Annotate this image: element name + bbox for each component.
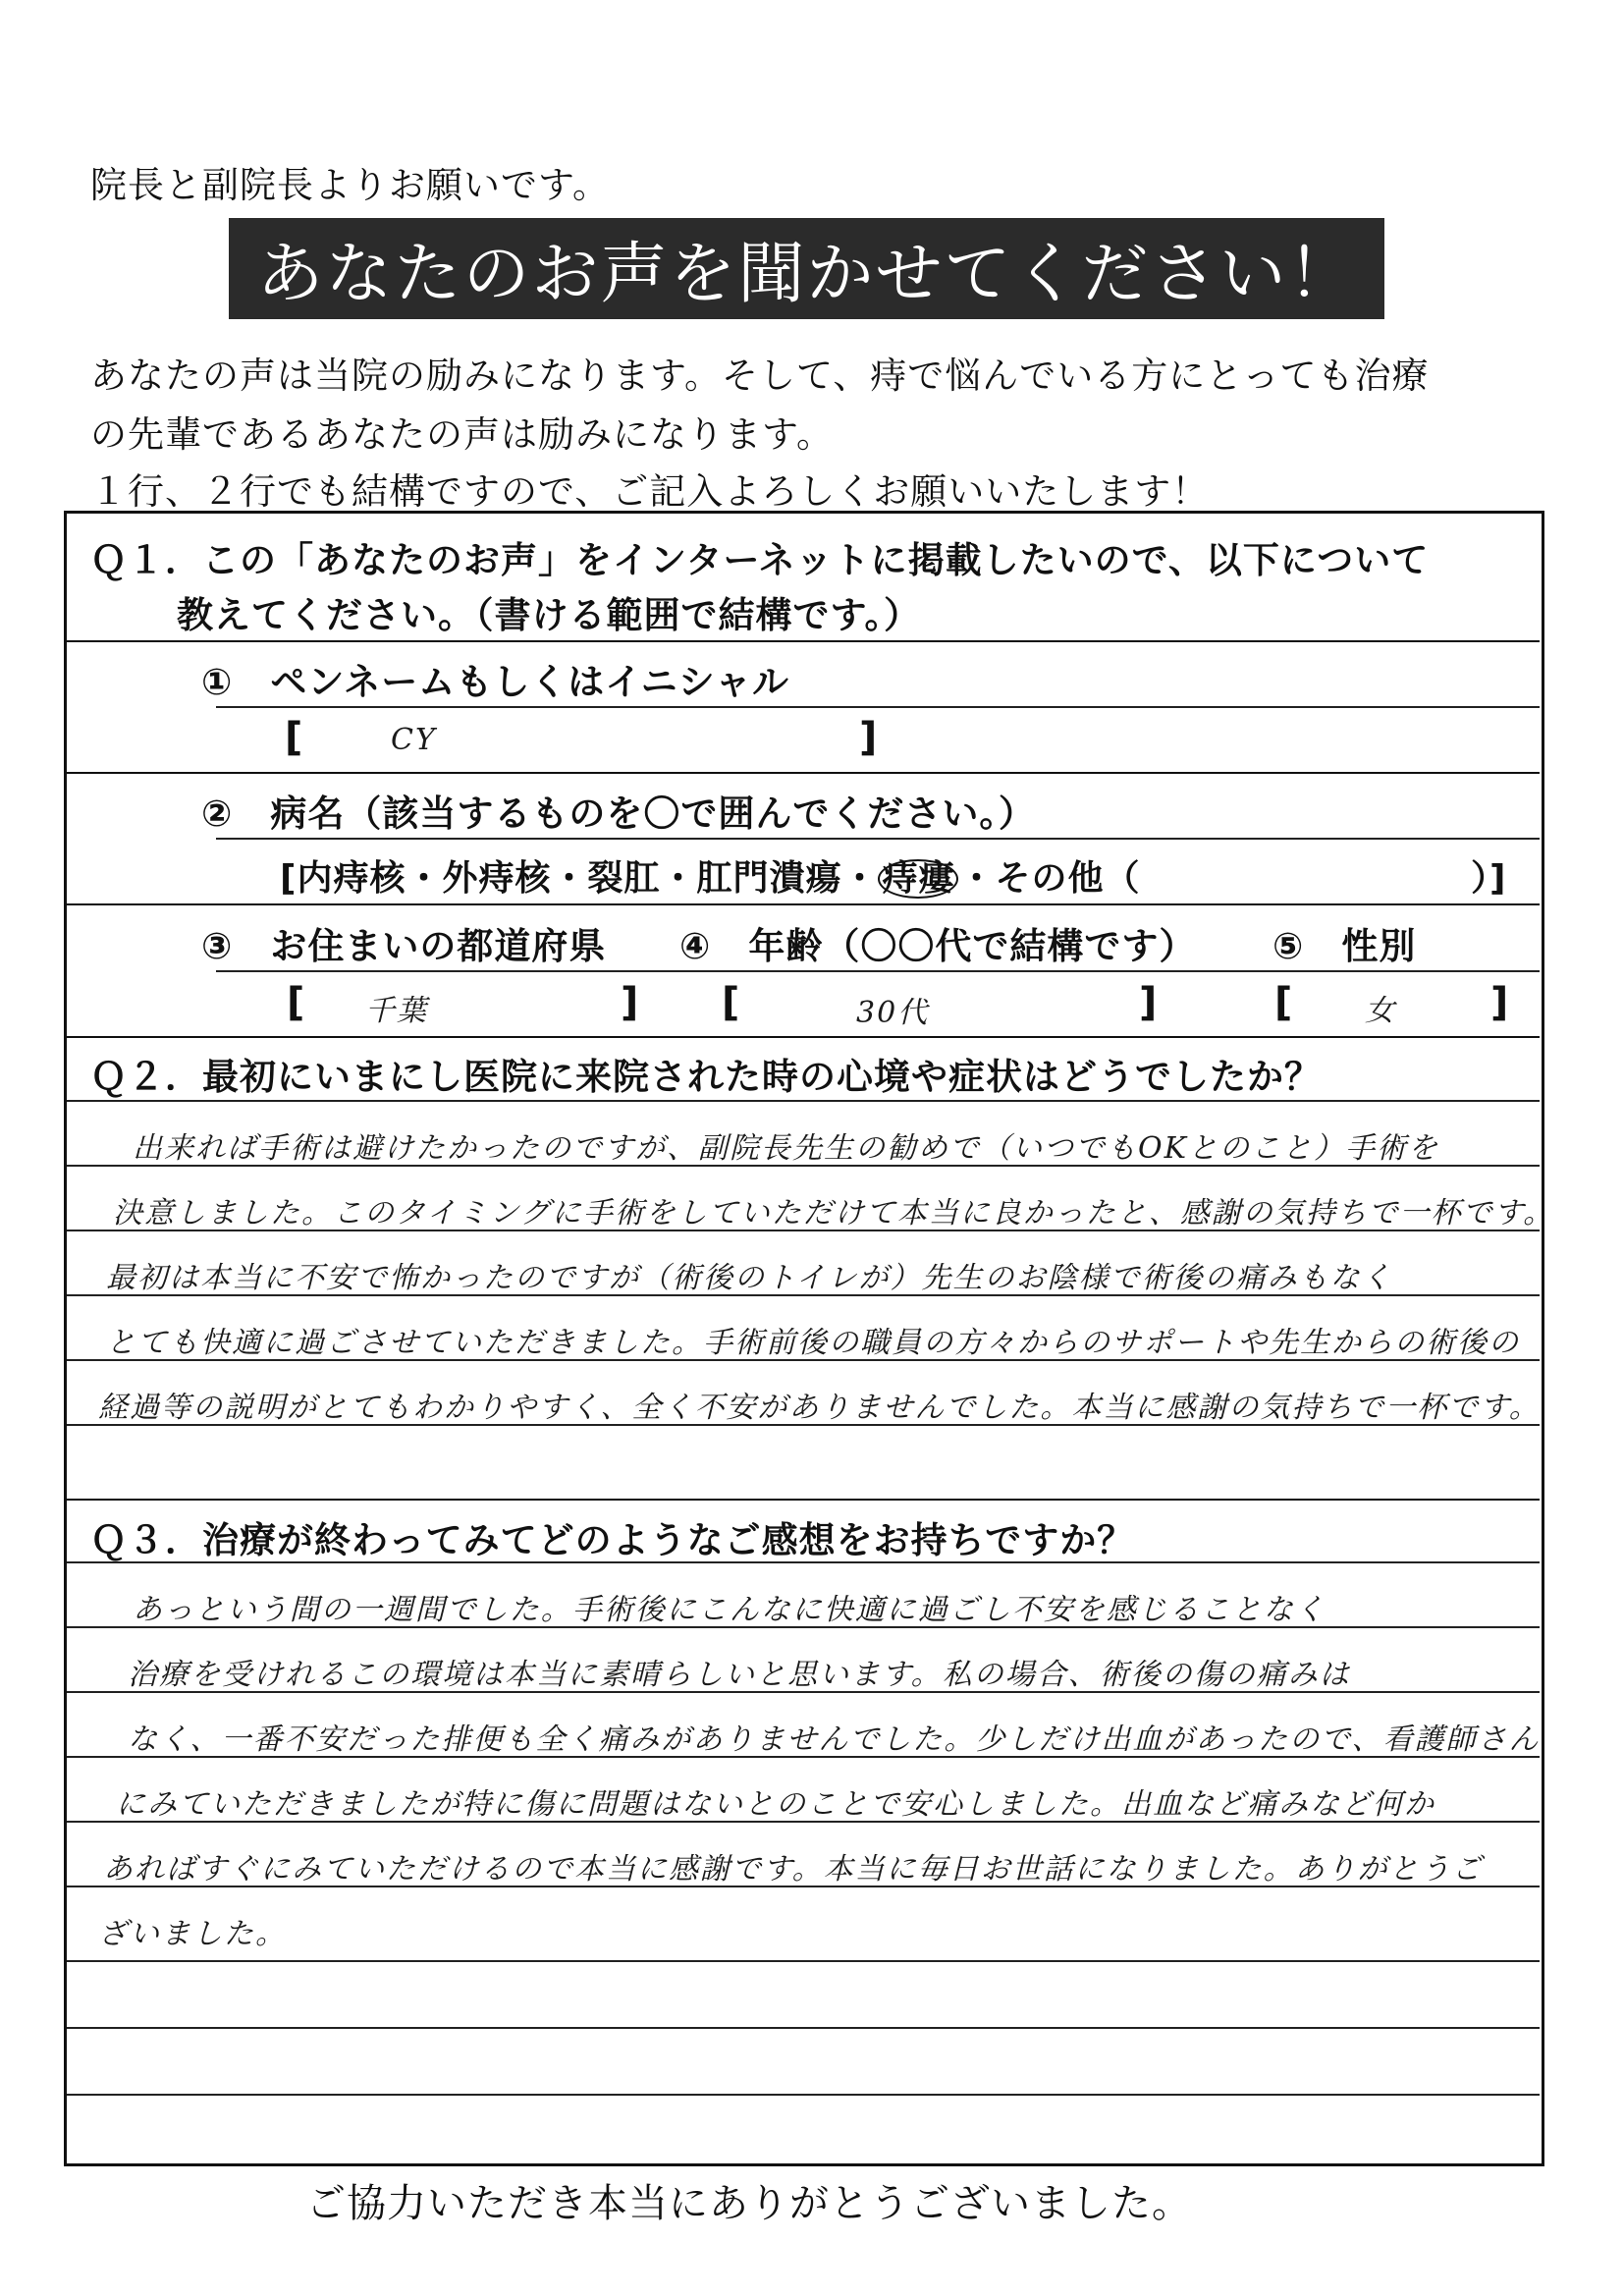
q1-prefecture-answer[interactable]: 千葉 xyxy=(365,994,428,1028)
q1-disease-label: ② 病名（該当するものを〇で囲んでください。） xyxy=(201,793,1036,835)
divider xyxy=(216,970,1540,972)
q1-age-label: ④ 年齢（〇〇代で結構です） xyxy=(679,925,1197,967)
q2-answer-line-1[interactable]: 出来れば手術は避けたかったのですが、副院長先生の勧めで（いつでもOKとのこと）手術を xyxy=(133,1131,1440,1166)
divider xyxy=(67,772,1540,774)
q1-penname-close-bracket: ] xyxy=(859,715,878,760)
q1-disease-options-suffix: ・その他（ xyxy=(958,858,1141,899)
divider xyxy=(67,640,1540,642)
q1-prefecture-label: ③ お住まいの都道府県 xyxy=(201,925,607,967)
q1-age-open-bracket: [ xyxy=(722,980,740,1025)
banner-title: あなたのお声を聞かせてください！ xyxy=(256,236,1357,313)
divider xyxy=(216,838,1540,840)
q3-answer-line-2[interactable]: 治療を受けれるこの環境は本当に素晴らしいと思います。私の場合、術後の傷の痛みは xyxy=(128,1658,1351,1692)
q1-sex-close-bracket: ] xyxy=(1490,980,1509,1025)
divider xyxy=(67,2094,1540,2096)
q1-disease-options xyxy=(280,850,1141,901)
divider xyxy=(67,1036,1540,1038)
q2-answer-line-5[interactable]: 経過等の説明がとてもわかりやすく、全く不安がありませんでした。本当に感謝の気持ちで一杯です。 xyxy=(98,1391,1541,1425)
q2-question: Ｑ２．最初にいまにし医院に来院された時の心境や症状はどうでしたか？ xyxy=(90,1056,1322,1098)
q1-age-close-bracket: ] xyxy=(1139,980,1158,1025)
q1-disease-options-prefix: [内痔核・外痔核・裂肛・肛門潰瘍・ xyxy=(280,858,879,899)
q1-penname-open-bracket: [ xyxy=(285,715,303,760)
title-banner xyxy=(229,218,1384,319)
divider xyxy=(67,903,1540,905)
q2-answer-line-3[interactable]: 最初は本当に不安で怖かったのですが（術後のトイレが）先生のお陰様で術後の痛みもなく xyxy=(106,1261,1393,1295)
q1-disease-close: ）] xyxy=(1471,858,1507,899)
divider xyxy=(67,1100,1540,1102)
q3-answer-line-6[interactable]: ざいました。 xyxy=(98,1917,287,1951)
divider xyxy=(67,1960,1540,1962)
q1-prefecture-close-bracket: ] xyxy=(621,980,639,1025)
divider xyxy=(67,1499,1540,1501)
description-line-1: あなたの声は当院の励みになります。そして、痔で悩んでいる方にとっても治療 xyxy=(90,355,1430,397)
intro-text: 院長と副院長よりお願いです。 xyxy=(90,164,611,206)
q1-question-line-1: Ｑ１．この「あなたのお声」をインターネットに掲載したいので、以下について xyxy=(90,539,1430,581)
description-line-2: の先輩であるあなたの声は励みになります。 xyxy=(90,413,835,456)
divider xyxy=(67,2027,1540,2029)
divider xyxy=(216,706,1540,708)
q1-sex-open-bracket: [ xyxy=(1274,980,1293,1025)
q3-question: Ｑ３．治療が終わってみてどのようなご感想をお持ちですか？ xyxy=(90,1519,1135,1561)
q3-answer-line-5[interactable]: あればすぐにみていただけるので本当に感謝です。本当に毎日お世話になりました。ありがとうご xyxy=(103,1852,1484,1886)
q3-answer-line-3[interactable]: なく、一番不安だった排便も全く痛みがありませんでした。少しだけ出血があったので、看護師さん xyxy=(128,1722,1541,1757)
q1-prefecture-open-bracket: [ xyxy=(287,980,305,1025)
footer-thanks: ご協力いただき本当にありがとうございました。 xyxy=(306,2181,1192,2226)
q3-answer-line-1[interactable]: あっという間の一週間でした。手術後にこんなに快適に過ごし不安を感じることなく xyxy=(133,1593,1326,1627)
q1-sex-answer[interactable]: 女 xyxy=(1365,994,1396,1028)
q1-question-line-2: 教えてください。（書ける範囲で結構です。） xyxy=(177,594,922,636)
q1-age-answer[interactable]: 30代 xyxy=(856,996,930,1030)
description-line-3: １行、２行でも結構ですので、ご記入よろしくお願いいたします！ xyxy=(90,470,1210,513)
q1-disease-selected[interactable]: 痔瘻 xyxy=(878,859,958,899)
q2-answer-line-2[interactable]: 決意しました。このタイミングに手術をしていただけて本当に良かったと、感謝の気持ちで一杯です。 xyxy=(113,1196,1555,1230)
q3-answer-line-4[interactable]: にみていただきましたが特に傷に問題はないとのことで安心しました。出血など痛みなど何か xyxy=(116,1787,1435,1822)
q1-penname-answer[interactable]: CY xyxy=(391,723,437,757)
q1-sex-label: ⑤ 性別 xyxy=(1272,925,1417,967)
q1-penname-label: ① ペンネームもしくはイニシャル xyxy=(201,661,789,703)
q2-answer-line-4[interactable]: とても快適に過ごさせていただきました。手術前後の職員の方々からのサポートや先生からの術後の xyxy=(106,1326,1520,1360)
